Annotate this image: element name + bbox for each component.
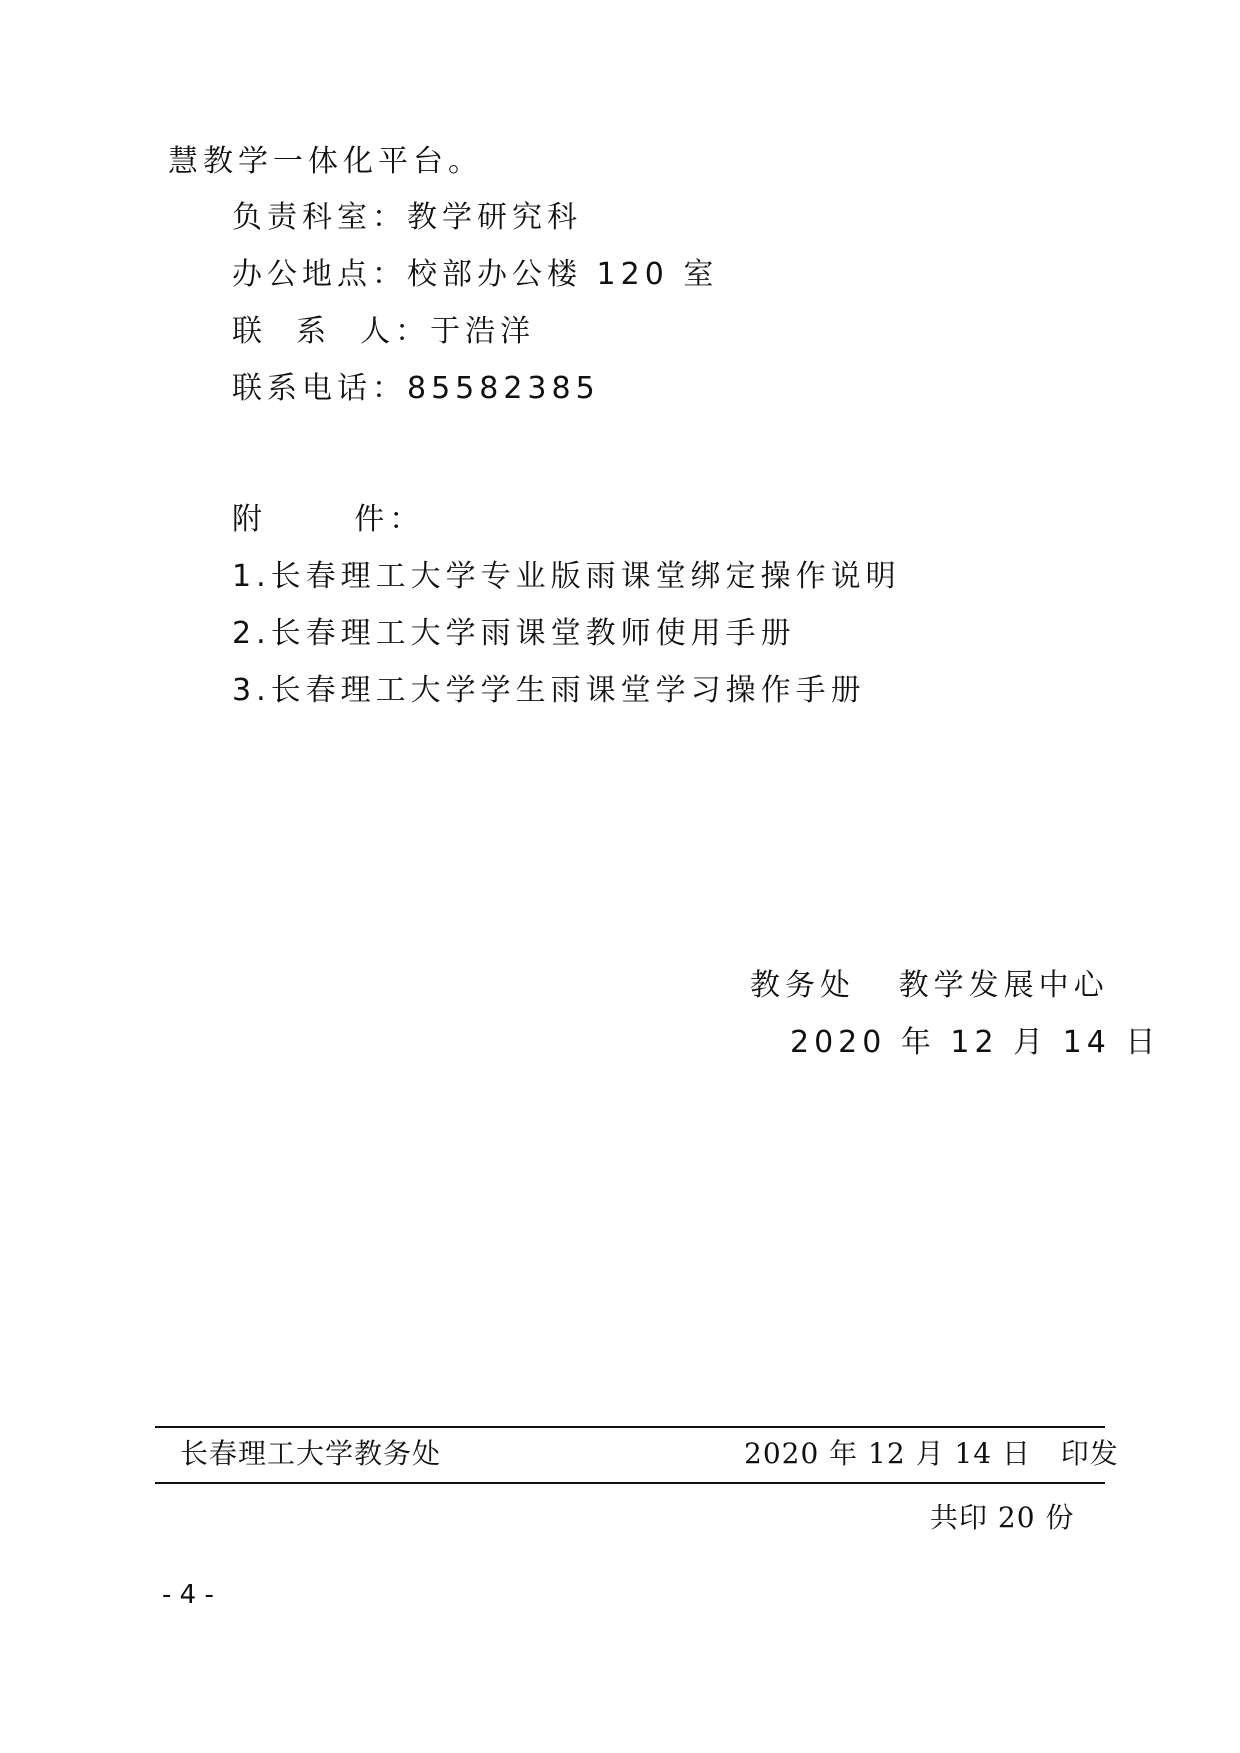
body-continuation-text: 慧教学一体化平台。 (168, 144, 483, 179)
footer-bottom-rule (155, 1482, 1105, 1484)
footer-top-rule (155, 1426, 1105, 1428)
footer-copies: 共印 20 份 (930, 1501, 1075, 1534)
contact-phone: 联系电话：85582385 (232, 371, 600, 406)
attachments-heading: 附 件： (232, 502, 425, 537)
signature-date: 2020 年 12 月 14 日 (790, 1025, 1161, 1060)
contact-office: 办公地点：校部办公楼 120 室 (232, 257, 719, 292)
page-number: - 4 - (162, 1580, 214, 1610)
footer-issue-date: 2020 年 12 月 14 日 印发 (744, 1437, 1119, 1470)
contact-person: 联 系 人：于浩洋 (232, 314, 536, 349)
attachment-item: 3.长春理工大学学生雨课堂学习操作手册 (232, 673, 866, 708)
attachment-item: 2.长春理工大学雨课堂教师使用手册 (232, 616, 796, 651)
signature-issuers: 教务处 教学发展中心 (750, 968, 1109, 1003)
attachment-item: 1.长春理工大学专业版雨课堂绑定操作说明 (232, 559, 901, 594)
footer-issuer: 长春理工大学教务处 (180, 1437, 442, 1470)
contact-department: 负责科室：教学研究科 (232, 200, 582, 235)
